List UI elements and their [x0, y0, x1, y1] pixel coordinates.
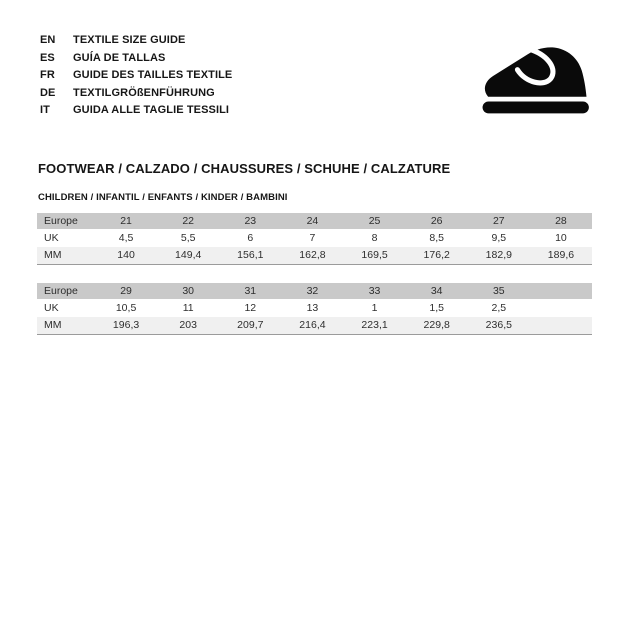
size-cell: 30	[157, 283, 219, 299]
size-cell: 29	[95, 283, 157, 299]
size-cell: 5,5	[157, 229, 219, 247]
size-cell: 182,9	[468, 247, 530, 264]
size-cell: 1,5	[406, 299, 468, 317]
language-code-de: DE	[40, 86, 56, 99]
row-label: MM	[37, 247, 95, 264]
size-cell: 26	[406, 213, 468, 229]
size-cell: 23	[219, 213, 281, 229]
row-label: UK	[37, 229, 95, 247]
size-cell	[530, 283, 592, 299]
size-cell: 203	[157, 317, 219, 334]
size-cell: 35	[468, 283, 530, 299]
section-title: FOOTWEAR / CALZADO / CHAUSSURES / SCHUHE / CALZATURE	[38, 161, 451, 176]
language-label-en: TEXTILE SIZE GUIDE	[73, 34, 186, 46]
size-cell: 27	[468, 213, 530, 229]
size-cell: 149,4	[157, 247, 219, 264]
size-cell: 162,8	[281, 247, 343, 264]
size-cell: 24	[281, 213, 343, 229]
size-cell: 189,6	[530, 247, 592, 264]
size-cell: 22	[157, 213, 219, 229]
row-label: Europe	[37, 213, 95, 229]
size-cell: 2,5	[468, 299, 530, 317]
size-row-uk	[37, 299, 592, 317]
size-cell: 140	[95, 247, 157, 264]
size-cell: 25	[344, 213, 406, 229]
size-cell: 8,5	[406, 229, 468, 247]
size-cell: 229,8	[406, 317, 468, 334]
language-code-it: IT	[40, 104, 50, 117]
size-cell: 176,2	[406, 247, 468, 264]
size-cell	[530, 299, 592, 317]
row-label: Europe	[37, 283, 95, 299]
size-cell: 196,3	[95, 317, 157, 334]
row-label: MM	[37, 317, 95, 334]
size-cell: 21	[95, 213, 157, 229]
size-cell: 169,5	[344, 247, 406, 264]
size-cell: 216,4	[281, 317, 343, 334]
size-cell: 209,7	[219, 317, 281, 334]
size-cell: 12	[219, 299, 281, 317]
size-cell: 10	[530, 229, 592, 247]
size-cell	[530, 317, 592, 334]
size-table-eu-21-28	[37, 213, 592, 265]
size-cell: 11	[157, 299, 219, 317]
size-row-europe	[37, 213, 592, 229]
size-cell: 156,1	[219, 247, 281, 264]
language-code-es: ES	[40, 51, 55, 64]
row-label: UK	[37, 299, 95, 317]
size-row-mm	[37, 247, 592, 264]
language-label-de: TEXTILGRÖßENFÜHRUNG	[73, 86, 215, 99]
size-cell: 8	[344, 229, 406, 247]
size-row-uk	[37, 229, 592, 247]
size-cell: 7	[281, 229, 343, 247]
language-list	[40, 32, 232, 120]
size-row-mm	[37, 317, 592, 334]
section-subtitle: CHILDREN / INFANTIL / ENFANTS / KINDER / BAMBINI	[38, 192, 288, 203]
size-cell: 1	[344, 299, 406, 317]
size-cell: 31	[219, 283, 281, 299]
size-cell: 236,5	[468, 317, 530, 334]
size-cell: 6	[219, 229, 281, 247]
size-cell: 4,5	[95, 229, 157, 247]
children-shoe-icon	[477, 34, 596, 115]
size-cell: 13	[281, 299, 343, 317]
language-code-fr: FR	[40, 69, 55, 82]
size-cell: 34	[406, 283, 468, 299]
language-code-en: EN	[40, 34, 56, 46]
size-cell: 33	[344, 283, 406, 299]
size-cell: 10,5	[95, 299, 157, 317]
size-cell: 223,1	[344, 317, 406, 334]
size-cell: 9,5	[468, 229, 530, 247]
language-label-fr: GUIDE DES TAILLES TEXTILE	[73, 69, 233, 82]
language-label-es: GUÍA DE TALLAS	[73, 51, 166, 64]
language-label-it: GUIDA ALLE TAGLIE TESSILI	[73, 104, 230, 117]
size-cell: 32	[281, 283, 343, 299]
size-cell: 28	[530, 213, 592, 229]
size-table-eu-29-35	[37, 283, 592, 335]
size-row-europe	[37, 283, 592, 299]
